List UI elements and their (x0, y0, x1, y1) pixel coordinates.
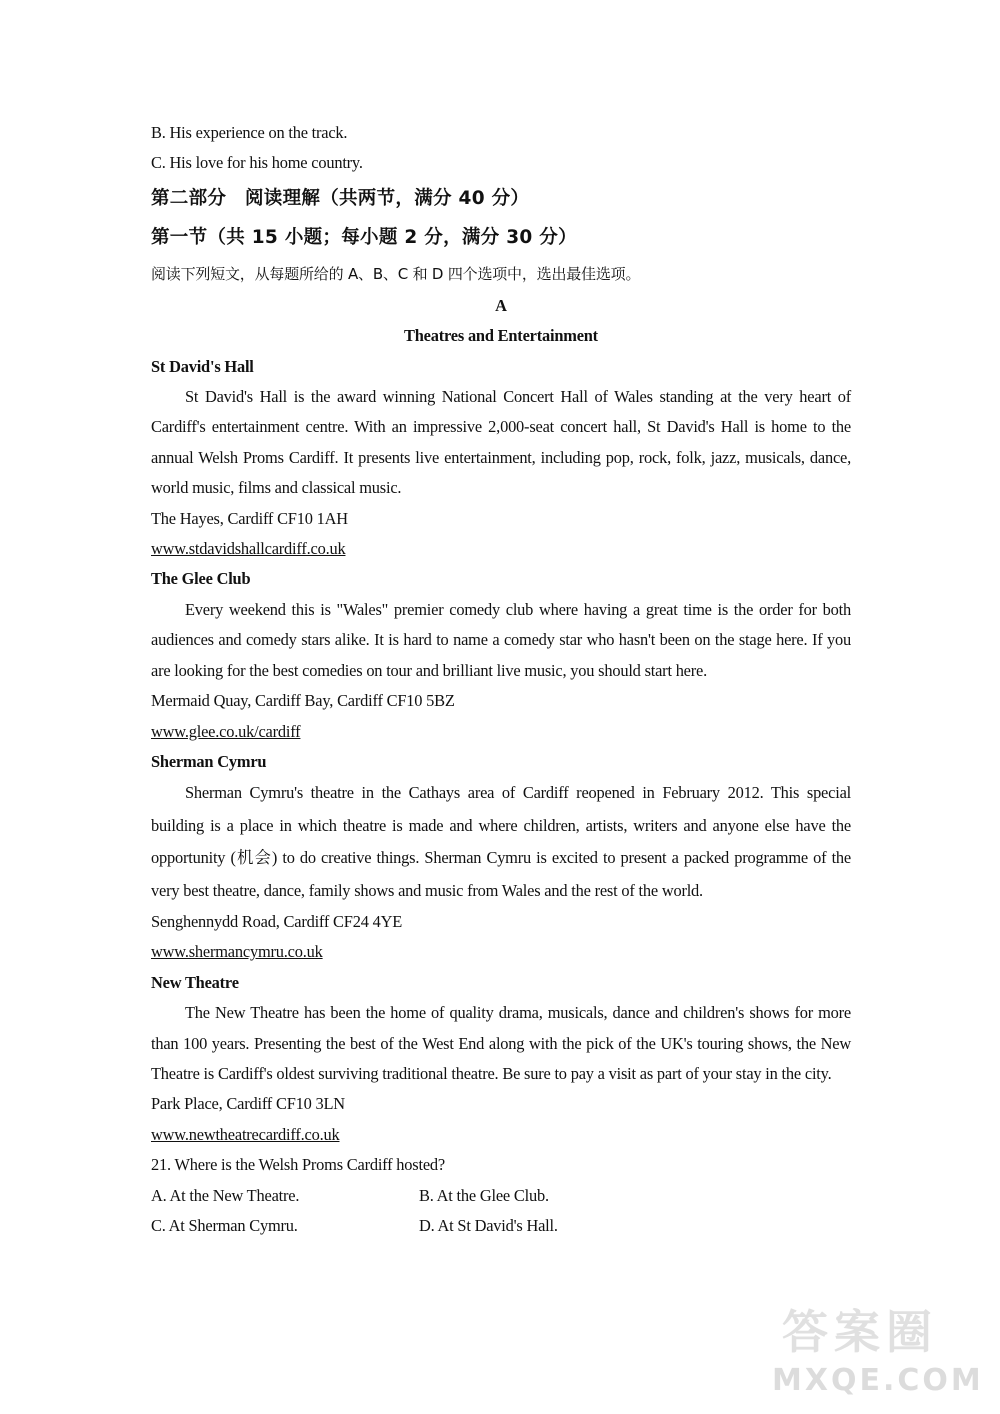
venue-name: St David's Hall (151, 356, 254, 376)
option-c: C. At Sherman Cymru. (151, 1216, 298, 1235)
venue-name: Sherman Cymru (151, 751, 267, 771)
venue-description: Sherman Cymru's theatre in the Cathays area of Cardiff reopened in February 2012. This special building is a place in which theatre is made and where children, artists, writers and anyone else have the opportunity (机会) to do creative things. Sherman Cymru is excited to present a packed programme of the very best theatre, dance, family shows and music from Wales and the rest of the world. (151, 783, 851, 900)
venue-url: www.stdavidshallcardiff.co.uk (151, 539, 346, 559)
venue-address: Mermaid Quay, Cardiff Bay, Cardiff CF10 5BZ (151, 691, 455, 711)
venue-section-st-davids-hall (151, 352, 851, 565)
option-b: B. At the Glee Club. (419, 1185, 549, 1205)
venue-name: The Glee Club (151, 569, 251, 589)
venue-url: www.glee.co.uk/cardiff (151, 721, 301, 741)
instruction-text: 阅读下列短文，从每题所给的 A、B、C 和 D 四个选项中，选出最佳选项。 (151, 264, 641, 283)
venue-description: St David's Hall is the award winning National Concert Hall of Wales standing at the very heart of Cardiff's entertainment centre. With an impressive 2,000-seat concert hall, St David's Hall is home to the annual Welsh Proms Cardiff. It presents live entertainment, including pop, rock, folk, jazz, musicals, dance, world music, films and classical music. (151, 387, 851, 498)
venue-section-glee-club (151, 564, 851, 746)
question-options-row-2 (151, 1211, 851, 1241)
passage-title: Theatres and Entertainment (404, 326, 598, 346)
prev-option-c: C. His love for his home country. (151, 153, 363, 173)
watermark (742, 1296, 982, 1406)
venue-name: New Theatre (151, 972, 239, 992)
venue-address: Senghennydd Road, Cardiff CF24 4YE (151, 911, 403, 931)
venue-address: The Hayes, Cardiff CF10 1AH (151, 508, 348, 528)
part-two-header: 第二部分 阅读理解（共两节，满分 40 分） (151, 187, 530, 209)
venue-url: www.shermancymru.co.uk (151, 942, 323, 962)
option-d: D. At St David's Hall. (419, 1216, 558, 1235)
venue-url: www.newtheatrecardiff.co.uk (151, 1124, 340, 1144)
venue-description: Every weekend this is "Wales" premier comedy club where having a great time is the order for both audiences and comedy stars alike. It is hard to name a comedy star who hasn't been on the stage here. If you are looking for the best comedies on tour and brilliant live music, you should start here. (151, 599, 851, 680)
question-options-row-1 (151, 1181, 851, 1211)
section-one-header: 第一节（共 15 小题；每小题 2 分，满分 30 分） (151, 226, 577, 248)
watermark-logo: 答案圈 (782, 1305, 938, 1359)
option-a: A. At the New Theatre. (151, 1185, 300, 1205)
venue-address: Park Place, Cardiff CF10 3LN (151, 1094, 345, 1114)
passage-letter: A (495, 295, 507, 315)
question-stem: 21. Where is the Welsh Proms Cardiff hosted? (151, 1155, 445, 1175)
exam-page (151, 118, 851, 1241)
venue-section-sherman-cymru (151, 747, 851, 968)
venue-section-new-theatre (151, 968, 851, 1150)
watermark-site: MXQE.COM (772, 1363, 984, 1398)
venue-description: The New Theatre has been the home of quality drama, musicals, dance and children's shows for more than 100 years. Presenting the best of the West End along with the pick of the UK's touring shows, the New Theatre is Cardiff's oldest surviving traditional theatre. Be sure to pay a visit as part of your stay in the city. (151, 1003, 851, 1083)
prev-option-b: B. His experience on the track. (151, 123, 348, 142)
